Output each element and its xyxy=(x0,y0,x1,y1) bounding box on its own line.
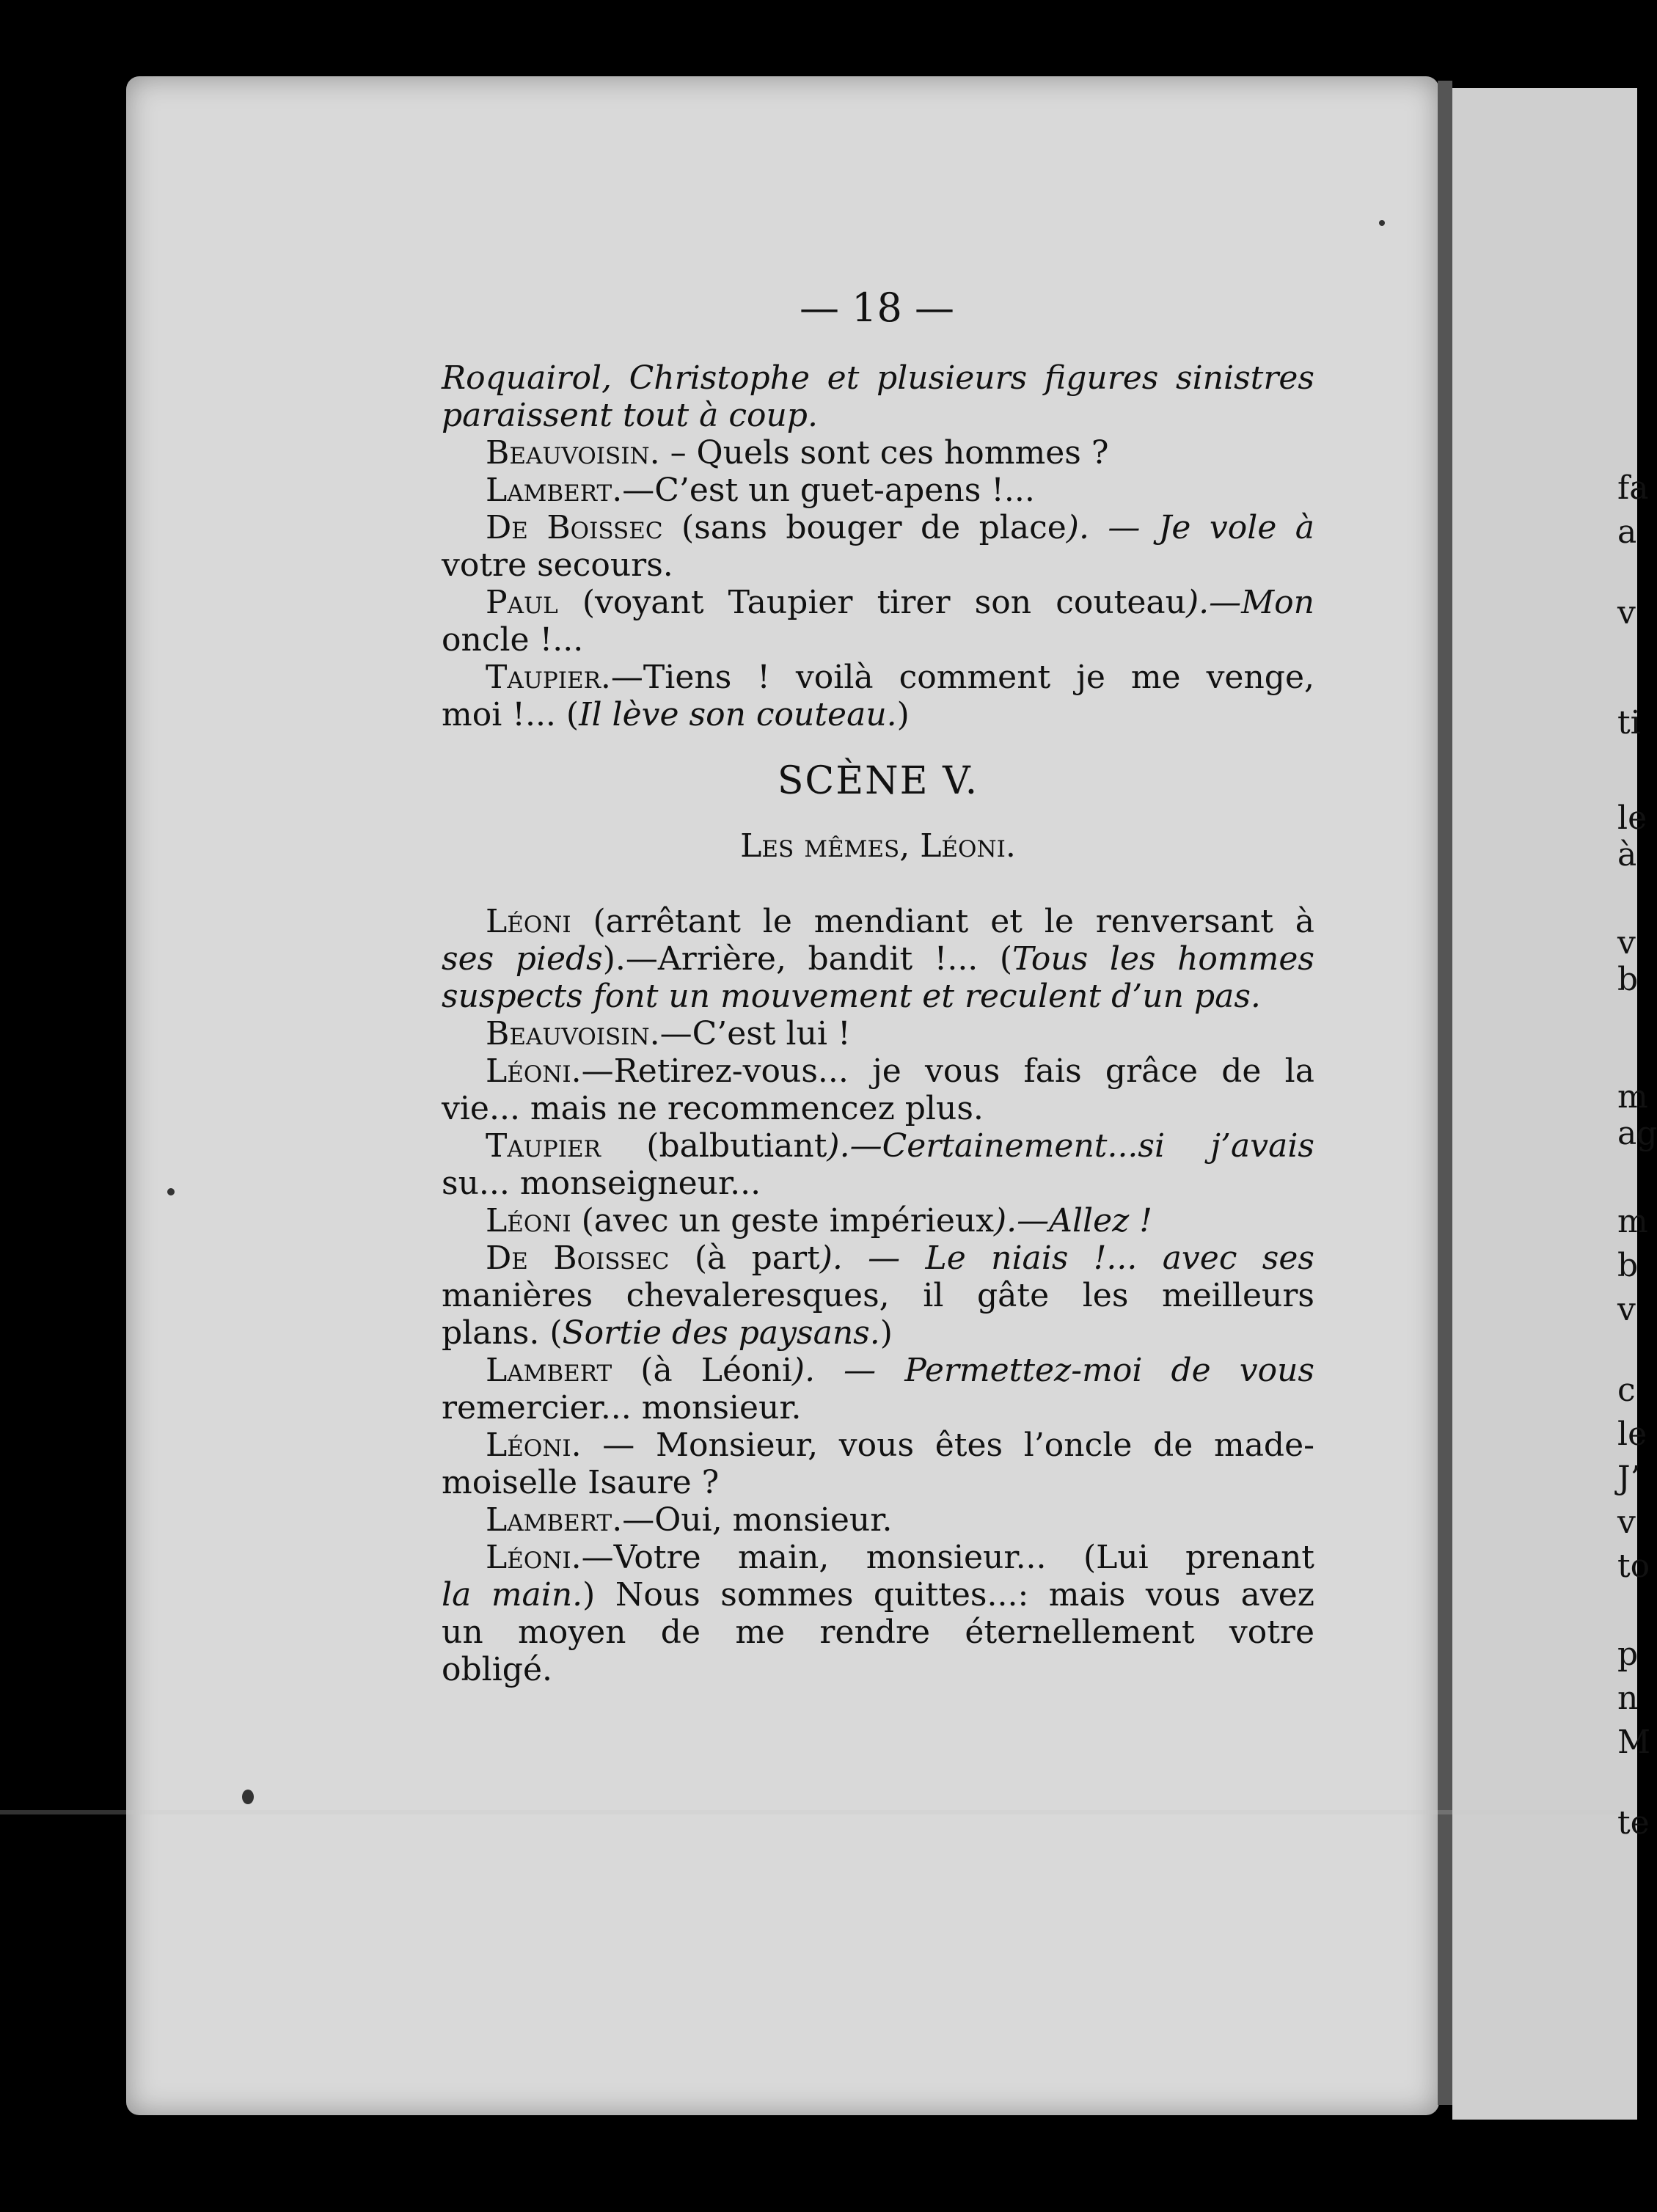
stage-direction: ).—Allez ! xyxy=(994,1202,1152,1239)
text-line xyxy=(442,546,1314,584)
dialogue-text: ( xyxy=(571,1202,594,1239)
text-line xyxy=(442,1501,1314,1539)
scene-cast: Les mêmes, Léoni. xyxy=(740,827,1016,865)
text-line xyxy=(442,1314,1314,1352)
text-line xyxy=(442,472,1314,509)
stage-direction: Roquairol, Christophe et plusieurs figures sinistres xyxy=(442,359,1314,397)
facing-page-fragment: ti xyxy=(1617,704,1641,741)
facing-page-fragment: v xyxy=(1617,1504,1636,1541)
dialogue-text: ( xyxy=(600,1127,659,1165)
dialogue-text: un moyen de me rendre éternellement votre xyxy=(442,1614,1314,1651)
speaker-name: Taupier xyxy=(486,1127,601,1165)
page-text xyxy=(442,359,1314,1688)
dialogue-text: voyant Taupier tirer son couteau xyxy=(595,584,1186,621)
dialogue-text: moi !... ( xyxy=(442,696,579,733)
text-line xyxy=(442,1352,1314,1389)
dialogue-text: —C’est un guet-apens !... xyxy=(622,472,1035,509)
dialogue-text: arrêtant le mendiant et le renversant à xyxy=(605,903,1314,940)
facing-page-fragment: m xyxy=(1617,1203,1648,1240)
text-line xyxy=(442,1389,1314,1427)
dialogue-text: ( xyxy=(612,1352,654,1389)
dialogue-text: obligé. xyxy=(442,1651,552,1688)
facing-page-fragment: v xyxy=(1617,594,1636,631)
stage-direction: ).—Certainement...si j’avais xyxy=(827,1127,1314,1165)
dialogue-text: ) xyxy=(896,696,910,733)
speaker-name: De Boissec xyxy=(486,509,663,546)
facing-page-fragment: a xyxy=(1617,513,1637,551)
facing-page-fragment: b xyxy=(1617,1247,1639,1284)
scan-line xyxy=(0,1810,1637,1814)
stage-direction: Tous les hommes xyxy=(1012,940,1314,978)
dialogue-text: moiselle Isaure ? xyxy=(442,1464,720,1501)
dialogue-text: ( xyxy=(571,903,606,940)
text-line xyxy=(442,1277,1314,1314)
facing-page-fragment: te xyxy=(1617,1804,1650,1842)
facing-page-fragment: m xyxy=(1617,1078,1648,1116)
dialogue-block-2 xyxy=(442,903,1314,1688)
dialogue-text: ) xyxy=(879,1314,893,1352)
facing-page-fragment: fa xyxy=(1617,469,1649,507)
dialogue-text: — Monsieur, vous êtes l’oncle de made- xyxy=(581,1427,1314,1464)
text-line xyxy=(442,1427,1314,1464)
stage-direction: ). — Le niais !... avec ses xyxy=(819,1239,1314,1277)
text-line xyxy=(442,359,1314,397)
facing-page-fragment: le xyxy=(1617,799,1647,837)
stage-direction: ses pieds xyxy=(442,940,603,978)
dialogue-block-1 xyxy=(442,359,1314,733)
scene-title: SCÈNE V. xyxy=(777,759,979,803)
text-line xyxy=(442,1651,1314,1688)
facing-page-edge xyxy=(1452,88,1637,2120)
speaker-name: Taupier. xyxy=(486,659,611,696)
stage-direction: ).—Mon xyxy=(1185,584,1315,621)
dialogue-text: —Oui, monsieur. xyxy=(622,1501,893,1539)
speaker-name: Léoni. xyxy=(486,1052,582,1090)
dialogue-text: avec un geste impérieux xyxy=(593,1202,995,1239)
speaker-name: Léoni xyxy=(486,903,571,940)
stage-direction: ). — Je vole à xyxy=(1066,509,1315,546)
speaker-name: Beauvoisin. xyxy=(486,434,660,472)
stage-direction: paraissent tout à coup. xyxy=(442,397,818,434)
facing-page-fragment: n xyxy=(1617,1680,1639,1717)
dialogue-text: ( xyxy=(662,509,695,546)
dialogue-text: vie... mais ne recommencez plus. xyxy=(442,1090,984,1127)
page-gutter xyxy=(1438,81,1452,2105)
facing-page-fragment: J’ xyxy=(1617,1460,1641,1497)
dialogue-text: Lui prenant xyxy=(1096,1539,1314,1576)
text-line xyxy=(442,940,1314,978)
text-line xyxy=(442,1539,1314,1576)
text-line xyxy=(442,434,1314,472)
text-line xyxy=(442,621,1314,659)
facing-page-fragment: b xyxy=(1617,961,1639,998)
dialogue-text: sans bouger de place xyxy=(694,509,1067,546)
text-line xyxy=(442,1127,1314,1165)
text-line xyxy=(442,509,1314,546)
speaker-name: Beauvoisin. xyxy=(486,1015,660,1052)
stage-direction: Il lève son couteau. xyxy=(579,696,897,733)
speaker-name: Lambert. xyxy=(486,1501,623,1539)
speaker-name: Paul xyxy=(486,584,558,621)
ink-speck xyxy=(1379,220,1385,226)
dialogue-text: —Votre main, monsieur... ( xyxy=(581,1539,1097,1576)
text-line xyxy=(442,1165,1314,1202)
dialogue-text: ( xyxy=(669,1239,708,1277)
dialogue-text: —Retirez-vous... je vous fais grâce de la xyxy=(581,1052,1314,1090)
speaker-name: Léoni. xyxy=(486,1427,582,1464)
speaker-name: Léoni. xyxy=(486,1539,582,1576)
speaker-name: Lambert xyxy=(486,1352,612,1389)
facing-page-fragment: ag xyxy=(1617,1115,1657,1152)
dialogue-text: plans. ( xyxy=(442,1314,563,1352)
dialogue-text: ) Nous sommes quittes...: mais vous avez xyxy=(582,1576,1314,1614)
text-line xyxy=(442,397,1314,434)
speaker-name: Léoni xyxy=(486,1202,571,1239)
speaker-name: De Boissec xyxy=(486,1239,670,1277)
dialogue-text: oncle !... xyxy=(442,621,584,659)
stage-direction: la main. xyxy=(442,1576,583,1614)
facing-page-fragment: to xyxy=(1617,1548,1650,1585)
dialogue-text: remercier... monsieur. xyxy=(442,1389,802,1427)
dialogue-text: votre secours. xyxy=(442,546,673,584)
speaker-name: Lambert. xyxy=(486,472,623,509)
text-line xyxy=(442,1015,1314,1052)
text-line xyxy=(442,584,1314,621)
facing-page-fragment: p xyxy=(1617,1636,1639,1673)
text-line xyxy=(442,903,1314,940)
text-line xyxy=(442,696,1314,733)
dialogue-text: à part xyxy=(707,1239,820,1277)
ink-speck xyxy=(167,1188,175,1195)
facing-page-fragment: c xyxy=(1617,1371,1636,1409)
dialogue-text: su... monseigneur... xyxy=(442,1165,761,1202)
text-line xyxy=(442,1614,1314,1651)
dialogue-text: —Tiens ! voilà comment je me venge, xyxy=(610,659,1314,696)
text-line xyxy=(442,659,1314,696)
dialogue-text: balbutiant xyxy=(659,1127,827,1165)
facing-page-fragment: à xyxy=(1617,836,1637,874)
dialogue-text: à Léoni xyxy=(653,1352,792,1389)
text-line xyxy=(442,1576,1314,1614)
facing-page-fragment: M xyxy=(1617,1724,1651,1761)
stage-direction: suspects font un mouvement et reculent d’un pas. xyxy=(442,978,1261,1015)
text-line xyxy=(442,1090,1314,1127)
dialogue-text: —C’est lui ! xyxy=(659,1015,851,1052)
dialogue-text: – Quels sont ces hommes ? xyxy=(659,434,1109,472)
dialogue-text: ).—Arrière, bandit !... ( xyxy=(602,940,1012,978)
ink-speck xyxy=(242,1790,254,1804)
facing-page-fragment: le xyxy=(1617,1416,1647,1453)
stage-direction: Sortie des paysans. xyxy=(562,1314,880,1352)
text-line xyxy=(442,1202,1314,1239)
dialogue-text: ( xyxy=(557,584,596,621)
facing-page-fragment: v xyxy=(1617,1291,1636,1328)
text-line xyxy=(442,978,1314,1015)
page-number: — 18 — xyxy=(800,285,955,331)
dialogue-text: manières chevaleresques, il gâte les meilleurs xyxy=(442,1277,1314,1314)
text-line xyxy=(442,1464,1314,1501)
text-line xyxy=(442,1239,1314,1277)
text-line xyxy=(442,1052,1314,1090)
facing-page-fragment: v xyxy=(1617,924,1636,962)
stage-direction: ). — Permettez-moi de vous xyxy=(791,1352,1314,1389)
